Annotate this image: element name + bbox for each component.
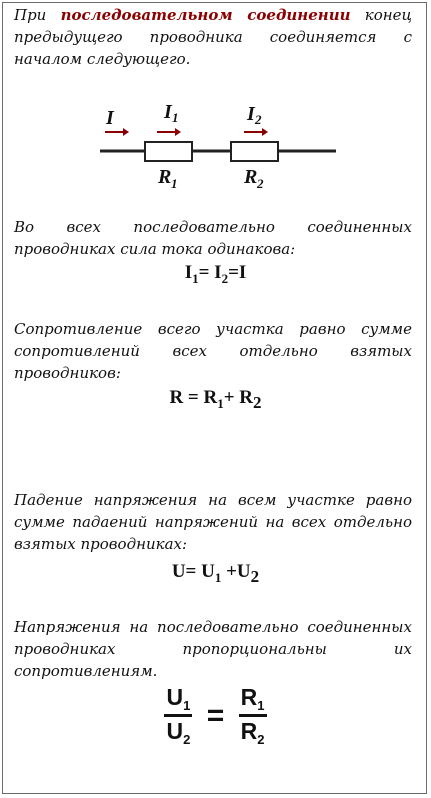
formula-part: + R bbox=[223, 387, 254, 408]
fraction-bar bbox=[239, 714, 267, 717]
intro-post: конец предыдущего проводника соединяется с началом следующего. bbox=[14, 6, 412, 68]
resistor-1 bbox=[145, 142, 192, 161]
fraction-right-denominator bbox=[239, 718, 267, 747]
formula-sub: 2 bbox=[250, 567, 260, 586]
intro-paragraph bbox=[14, 4, 412, 70]
fraction-bar bbox=[164, 714, 192, 717]
label-resistor-2-sub: 2 bbox=[257, 176, 264, 191]
formula-part: R bbox=[240, 684, 258, 710]
fraction-left-numerator bbox=[164, 684, 192, 713]
fraction-left bbox=[164, 684, 192, 747]
fraction-right bbox=[239, 684, 267, 747]
formula-part: I bbox=[184, 262, 193, 283]
formula-sub: 2 bbox=[257, 732, 265, 747]
current-paragraph: Во всех последовательно соединенных проводниках сила тока одинакова: bbox=[14, 218, 412, 258]
formula-part: = I bbox=[198, 262, 222, 283]
fraction-left-denominator bbox=[164, 718, 192, 747]
label-resistor-2: R bbox=[244, 166, 258, 188]
intro-pre: При bbox=[14, 6, 47, 24]
series-circuit-diagram bbox=[96, 96, 346, 196]
label-resistor-1-sub: 1 bbox=[171, 176, 178, 191]
formula-part: U bbox=[166, 684, 184, 710]
equals-sign: = bbox=[206, 698, 225, 732]
label-current-2-sub: 2 bbox=[255, 112, 262, 127]
formula-sub: 1 bbox=[257, 698, 265, 713]
formula-part: U bbox=[166, 718, 184, 744]
ratio-formula bbox=[0, 684, 431, 747]
formula-sub: 1 bbox=[183, 698, 191, 713]
formula-part: R bbox=[240, 718, 258, 744]
ratio-paragraph: Напряжения на последовательно соединенных проводниках пропорциональны их сопротивлениям. bbox=[14, 618, 412, 680]
label-resistor-1: R bbox=[158, 166, 172, 188]
label-current-2: I bbox=[247, 103, 255, 125]
formula-sub: 1 bbox=[214, 570, 222, 585]
arrow-icon-total bbox=[105, 128, 129, 136]
resistor-2 bbox=[231, 142, 278, 161]
fraction-right-numerator bbox=[239, 684, 267, 713]
formula-part: U= U bbox=[171, 561, 215, 582]
formula-sub: 2 bbox=[253, 393, 262, 412]
formula-sub: 1 bbox=[217, 396, 224, 411]
formula-part: =I bbox=[228, 262, 247, 283]
resistance-paragraph: Сопротивление всего участка равно сумме сопротивлений всех отдельно взятых проводников: bbox=[14, 320, 412, 382]
formula-part: +U bbox=[221, 561, 251, 582]
voltage-formula bbox=[0, 561, 431, 587]
formula-sub: 2 bbox=[221, 271, 229, 286]
formula-sub: 1 bbox=[192, 271, 199, 286]
label-current-total: I bbox=[106, 107, 114, 129]
resistance-formula bbox=[0, 387, 431, 413]
label-current-1-sub: 1 bbox=[172, 110, 179, 125]
arrow-icon-1 bbox=[157, 128, 181, 136]
highlight-term: последовательном соединении bbox=[60, 6, 351, 24]
formula-part: R = R bbox=[169, 387, 218, 408]
label-current-1: I bbox=[164, 101, 172, 123]
current-formula bbox=[0, 262, 431, 287]
voltage-paragraph: Падение напряжения на всем участке равно сумме падаений напряжений на всех отдельно взятых проводниках: bbox=[14, 491, 412, 553]
arrow-icon-2 bbox=[244, 128, 268, 136]
formula-sub: 2 bbox=[183, 732, 191, 747]
